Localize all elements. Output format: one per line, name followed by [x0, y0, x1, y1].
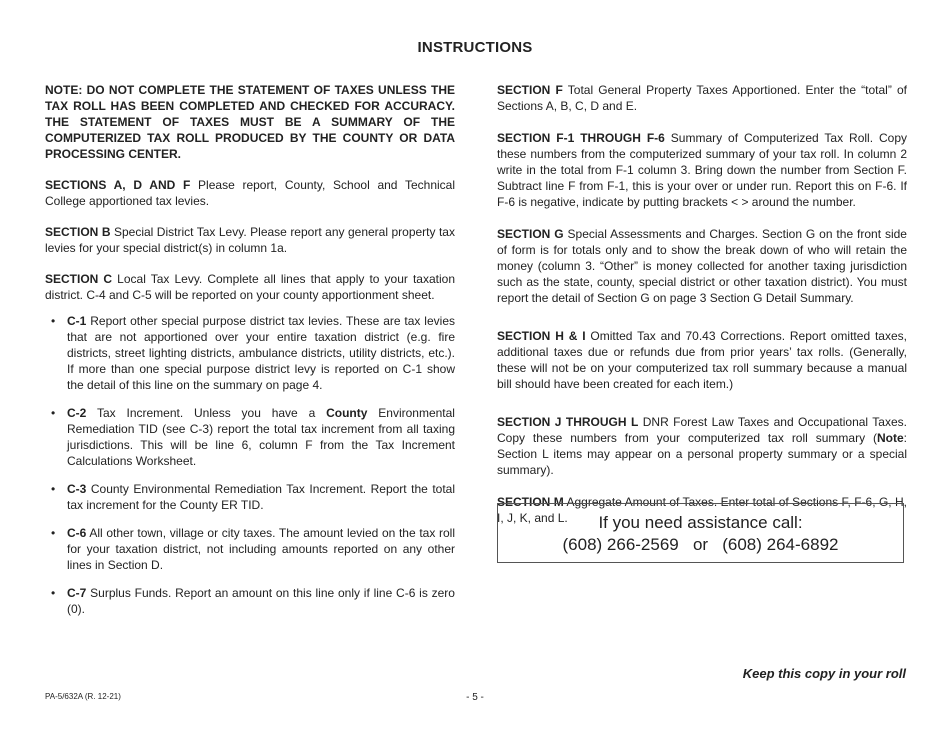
- section-f1: [497, 130, 907, 210]
- section-c: [45, 271, 455, 303]
- section-g-label: SECTION G: [497, 227, 564, 241]
- section-c-label: SECTION C: [45, 272, 113, 286]
- page-number: - 5 -: [466, 692, 484, 703]
- list-item-c6: [45, 525, 455, 573]
- section-b-label: SECTION B: [45, 225, 111, 239]
- list-item-c7: [45, 585, 455, 617]
- assistance-phones: [498, 534, 903, 556]
- keep-copy-note: Keep this copy in your roll: [742, 666, 906, 681]
- section-hi-text: Omitted Tax and 70.43 Corrections. Report omitted taxes, additional taxes due or refunds due from prior years’ tax rolls. (Generally, these will not be on your computerized tax roll summary because a manual bill should have been created for each item.): [497, 329, 907, 391]
- section-f1-label: SECTION F-1 THROUGH F-6: [497, 131, 665, 145]
- section-f-label: SECTION F: [497, 83, 563, 97]
- section-jl-bold-word: Note: [876, 431, 904, 445]
- list-item-c2: [45, 405, 455, 469]
- phone-number-1: (608) 266-2569: [562, 535, 679, 554]
- item-bold-word: County: [326, 406, 368, 420]
- section-b-text: Special District Tax Levy. Please report any general property tax levies for your special district(s) in column 1a.: [45, 225, 455, 255]
- right-column: [497, 82, 907, 542]
- item-text: Surplus Funds. Report an amount on this line only if line C-6 is zero (0).: [67, 586, 455, 616]
- section-m-text: Aggregate Amount of Taxes. Enter total of Sections F, F-6, G, H, I, J, K, and L.: [497, 495, 908, 525]
- note-paragraph: NOTE: DO NOT COMPLETE THE STATEMENT OF TAXES UNLESS THE TAX ROLL HAS BEEN COMPLETED AND CHECKED FOR ACCURACY. THE STATEMENT OF TAXES MUST BE A SUMMARY OF THE COMPUTERIZED TAX ROLL PRODUCED BY THE COUNTY OR DATA PROCESSING CENTER.: [45, 83, 455, 161]
- assistance-box: [497, 503, 904, 563]
- item-text: All other town, village or city taxes. The amount levied on the tax roll for your taxation district, not including amounts reported on any other lines in Section D.: [67, 526, 456, 572]
- left-column: [45, 82, 455, 629]
- item-text: County Environmental Remediation Tax Increment. Report the total tax increment for the County ER TID.: [67, 482, 455, 512]
- section-g-text: Special Assessments and Charges. Section G on the front side of form is for totals only and to show the break down of who will retain the money (column 3. “Other” is money collected for another taxing jurisdiction such as the state, county, special district or other taxation district). You must report the detail of Section G on page 3 Section G Detail Summary.: [497, 227, 907, 305]
- item-label: C-6: [67, 526, 87, 540]
- item-text-before: Tax Increment. Unless you have a: [96, 406, 316, 420]
- item-label: C-3: [67, 482, 87, 496]
- section-jl-text-before: DNR Forest Law Taxes and Occupational Taxes. Copy these numbers from your computerized tax roll summary (: [497, 415, 907, 445]
- item-text-after: Environmental Remediation TID (see C-3) report the total tax increment from all taxing jurisdictions. This will be line 6, column F from the Tax Increment Calculations Worksheet.: [67, 406, 455, 468]
- item-label: C-7: [67, 586, 87, 600]
- bullet: •: [51, 482, 56, 496]
- bullet: •: [51, 586, 56, 600]
- section-c-items: [45, 313, 455, 617]
- section-c-text: Local Tax Levy. Complete all lines that apply to your taxation district. C-4 and C-5 will be reported on your county apportionment sheet.: [45, 272, 455, 302]
- section-jl-text-after: : Section L items may appear on a personal property summary or a special summary).: [497, 431, 907, 477]
- section-b: [45, 224, 455, 256]
- phone-number-2: (608) 264-6892: [722, 535, 839, 554]
- item-text: Report other special purpose district tax levies. These are tax levies that are not apportioned over your entire taxation district (e.g. fire districts, street lighting districts, ambulance districts, utility districts, etc.). If more than one special purpose district levy is reported on C-1 show the detail of this line on the summary on page 4.: [67, 314, 455, 392]
- section-adf-label: SECTIONS A, D AND F: [45, 178, 191, 192]
- section-m-label: SECTION M: [497, 495, 564, 509]
- section-f-text: Total General Property Taxes Apportioned. Enter the “total” of Sections A, B, C, D and E.: [497, 83, 907, 113]
- list-item-c3: [45, 481, 455, 513]
- page-title: INSTRUCTIONS: [417, 39, 533, 56]
- item-label: C-2: [67, 406, 87, 420]
- or-label: or: [692, 535, 709, 554]
- assistance-line: If you need assistance call:: [598, 513, 803, 532]
- section-hi: [497, 328, 907, 392]
- section-adf: [45, 177, 455, 209]
- section-g: [497, 226, 907, 306]
- list-item-c1: [45, 313, 455, 393]
- bullet: •: [51, 526, 56, 540]
- section-jl: [497, 414, 907, 478]
- section-hi-label: SECTION H & I: [497, 329, 586, 343]
- bullet: •: [51, 314, 56, 328]
- section-jl-label: SECTION J THROUGH L: [497, 415, 639, 429]
- section-adf-text: Please report, County, School and Technical College apportioned tax levies.: [45, 178, 456, 208]
- form-number: PA-5/632A (R. 12-21): [45, 692, 121, 701]
- bullet: •: [51, 406, 56, 420]
- section-f: [497, 82, 907, 114]
- item-label: C-1: [67, 314, 87, 328]
- section-f1-text: Summary of Computerized Tax Roll. Copy these numbers from the computerized summary of your tax roll. In column 2 write in the total from F-1 column 3. Bring down the number from Section F. Subtract line F from F-1, this is your over or under run. Report this on F-6. If F-6 is negative, indicate by putting brackets < > around the number.: [497, 131, 907, 209]
